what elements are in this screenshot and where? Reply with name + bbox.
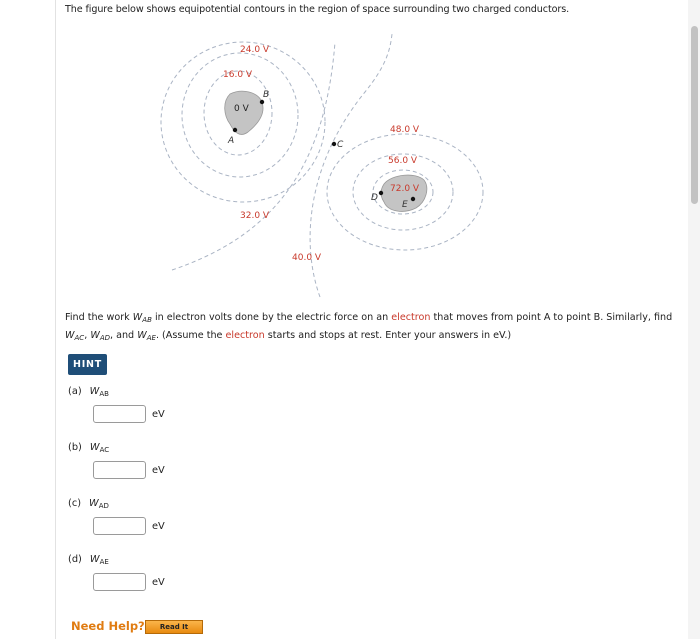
part-b-answer-row	[93, 461, 165, 479]
point-C-label: C	[337, 140, 344, 150]
point-D-dot	[379, 191, 383, 195]
need-help-label: Need Help?	[71, 619, 145, 633]
q-w-ac: $W_{AC}$	[65, 330, 85, 342]
equipotential-diagram	[150, 22, 530, 300]
answer-input-a[interactable]	[93, 405, 146, 423]
content-left-border	[55, 0, 56, 639]
q-w-ab: $W_{AB}$	[132, 312, 152, 324]
answer-input-b[interactable]	[93, 461, 146, 479]
read-it-button[interactable]: Read It	[145, 620, 203, 634]
unit-label-c: eV	[152, 520, 165, 532]
answer-input-c[interactable]	[93, 517, 146, 535]
point-B-dot	[260, 100, 264, 104]
unit-label-a: eV	[152, 408, 165, 420]
label-56V: 56.0 V	[388, 156, 418, 166]
point-A-dot	[233, 128, 237, 132]
point-C-dot	[332, 142, 336, 146]
part-b-label: (b) $W_{AC}$	[68, 442, 110, 454]
intro-text: The figure below shows equipotential contours in the region of space surrounding two charged conductors.	[65, 4, 570, 15]
electron-link-2[interactable]: electron	[225, 330, 265, 341]
part-a-answer-row	[93, 405, 165, 423]
point-D-label: D	[371, 193, 378, 203]
equipotential-figure	[150, 22, 530, 300]
part-d-answer-row	[93, 573, 165, 591]
unit-label-b: eV	[152, 464, 165, 476]
electron-link-1[interactable]: electron	[391, 312, 431, 323]
q-text-4: starts and stops at rest. Enter your answers in eV.)	[267, 330, 512, 341]
scrollbar-thumb[interactable]	[691, 26, 698, 204]
label-72V: 72.0 V	[390, 184, 420, 194]
part-c-label: (c) $W_{AD}$	[68, 498, 109, 510]
point-E-dot	[411, 197, 415, 201]
part-a-label: (a) $W_{AB}$	[68, 386, 109, 398]
label-48V: 48.0 V	[390, 125, 420, 135]
hint-button[interactable]: HINT	[68, 354, 107, 375]
point-E-label: E	[402, 200, 408, 210]
q-w-ae: $W_{AE}$	[137, 330, 156, 342]
q-text-2: in electron volts done by the electric force on an	[154, 312, 389, 323]
q-text-3: that moves from point A to point B. Similarly, find	[433, 312, 673, 323]
label-32V: 32.0 V	[240, 211, 270, 221]
part-d-label: (d) $W_{AE}$	[68, 554, 109, 566]
label-16V: 16.0 V	[223, 70, 253, 80]
q-w-ad: $W_{AD}$	[90, 330, 110, 342]
label-40V: 40.0 V	[292, 253, 322, 263]
part-c-answer-row	[93, 517, 165, 535]
question-text: Find the work $W_{AB}$ in electron volts done by the electric force on an electron that moves from point A to point B. Similarly, find $W_{AC}$, $W_{AD}$, and $W_{AE}$. (Assume the electron starts and stops at rest. Enter your answers in eV.)	[65, 312, 673, 342]
point-A-label: A	[228, 136, 235, 146]
label-24V: 24.0 V	[240, 45, 270, 55]
unit-label-d: eV	[152, 576, 165, 588]
contour-40	[310, 34, 392, 297]
label-0V: 0 V	[234, 104, 249, 114]
scrollbar-track[interactable]	[688, 0, 700, 639]
answer-input-d[interactable]	[93, 573, 146, 591]
q-text-1: Find the work	[65, 312, 130, 323]
point-B-label: B	[263, 90, 270, 100]
